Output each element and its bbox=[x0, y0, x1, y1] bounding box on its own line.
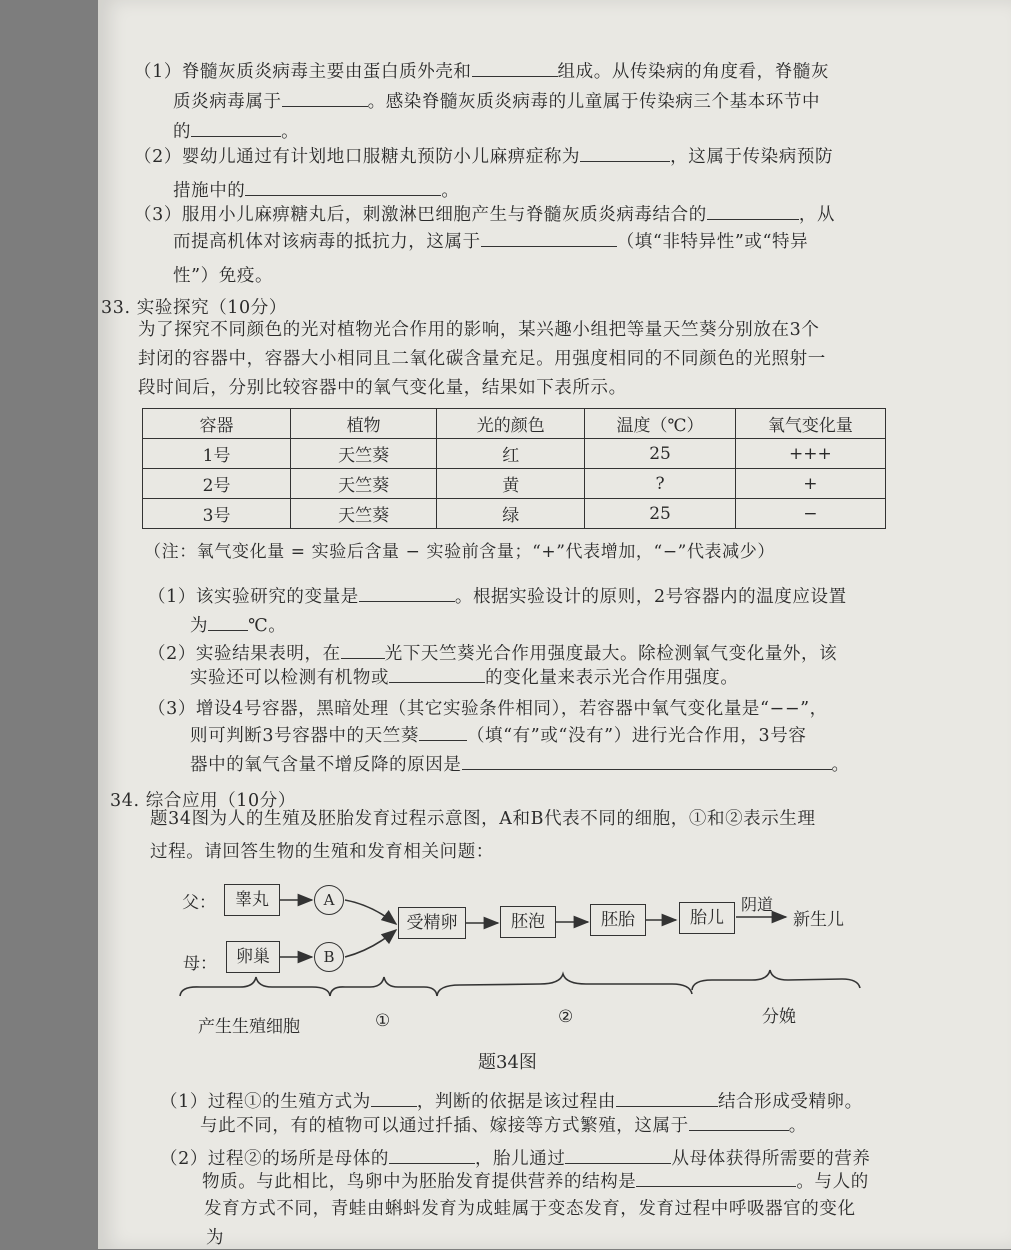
q33-part1-line2: 为 ℃。 bbox=[190, 612, 286, 638]
table-cell: 天竺葵 bbox=[291, 469, 437, 499]
q32-part3-line2: 而提高机体对该病毒的抵抗力，这属于 （填“非特异性”或“特异 bbox=[173, 228, 808, 254]
q34-intro-line1: 题34图为人的生殖及胚胎发育过程示意图，A和B代表不同的细胞，①和②表示生理 bbox=[150, 809, 816, 829]
q33-intro-line3: 段时间后，分别比较容器中的氧气变化量，结果如下表所示。 bbox=[138, 378, 627, 398]
answer-blank[interactable] bbox=[689, 1112, 789, 1131]
arrow-b-to-zygote bbox=[345, 930, 396, 957]
q33-table-note: （注：氧气变化量 = 实验后含量 − 实验前含量；“+”代表增加，“−”代表减少） bbox=[144, 542, 775, 562]
q32-part1-line3: 的 。 bbox=[173, 118, 299, 144]
table-cell: +++ bbox=[735, 439, 885, 469]
mother-label: 母： bbox=[183, 954, 217, 974]
stage1-label: 产生生殖细胞 bbox=[198, 1017, 300, 1037]
q32-part1-line1: （1）脊髓灰质炎病毒主要由蛋白质外壳和 组成。从传染病的角度看，脊髓灰 bbox=[134, 58, 829, 84]
table-cell: ? bbox=[585, 469, 735, 499]
q34-part1-line2: 与此不同，有的植物可以通过扦插、嫁接等方式繁殖，这属于 。 bbox=[200, 1112, 807, 1138]
q34-part2-line4: 为 bbox=[206, 1228, 225, 1248]
q34-part1-line1: （1）过程①的生殖方式为 ，判断的依据是该过程由 结合形成受精卵。 bbox=[160, 1088, 863, 1114]
cell-b-circle: B bbox=[314, 942, 344, 972]
table-cell: 25 bbox=[585, 439, 735, 469]
q32-part2-line2: 措施中的 。 bbox=[173, 177, 460, 203]
q34-part2-line3: 发育方式不同，青蛙由蝌蚪发育为成蛙属于变态发育，发育过程中呼吸器官的变化 bbox=[204, 1199, 856, 1219]
blastocyst-box: 胚泡 bbox=[500, 906, 556, 938]
q33-intro-line1: 为了探究不同颜色的光对植物光合作用的影响，某兴趣小组把等量天竺葵分别放在3个 bbox=[138, 320, 820, 340]
embryo-box: 胚胎 bbox=[590, 904, 646, 936]
cell-a-circle: A bbox=[314, 885, 344, 915]
q34-part2-line1: （2）过程②的场所是母体的 ，胎儿通过 从母体获得所需要的营养 bbox=[160, 1145, 871, 1171]
q32-part3-line1: （3）服用小儿麻痹糖丸后，刺激淋巴细胞产生与脊髓灰质炎病毒结合的 ，从 bbox=[134, 201, 835, 227]
table-cell: − bbox=[735, 499, 885, 529]
table-header-cell: 容器 bbox=[143, 409, 291, 439]
q33-part2-line2: 实验还可以检测有机物或 的变化量来表示光合作用强度。 bbox=[190, 664, 739, 690]
stage4-label: 分娩 bbox=[762, 1007, 796, 1027]
answer-blank[interactable] bbox=[389, 1145, 475, 1164]
figure-caption: 题34图 bbox=[478, 1052, 537, 1073]
q33-part3-line2: 则可判断3号容器中的天竺葵 （填“有”或“没有”）进行光合作用，3号容 bbox=[190, 722, 806, 748]
q33-part3-line1: （3）增设4号容器，黑暗处理（其它实验条件相同），若容器中氧气变化量是“−−”， bbox=[148, 699, 828, 719]
table-cell: 天竺葵 bbox=[291, 499, 437, 529]
answer-blank[interactable] bbox=[371, 1088, 417, 1107]
q33-part2-line1: （2）实验结果表明，在 光下天竺葵光合作用强度最大。除检测氧气变化量外，该 bbox=[148, 640, 837, 666]
zygote-box: 受精卵 bbox=[398, 907, 466, 939]
table-cell: 红 bbox=[437, 439, 585, 469]
q33-heading: 33. 实验探究（10分） bbox=[101, 298, 287, 318]
table-cell: 3号 bbox=[143, 499, 291, 529]
q33-part3-line3: 器中的氧气含量不增反降的原因是 。 bbox=[190, 751, 850, 777]
q34-heading: 34. 综合应用（10分） bbox=[110, 791, 296, 811]
brace-stage1 bbox=[180, 977, 330, 996]
testis-box: 睾丸 bbox=[224, 884, 280, 916]
answer-blank[interactable] bbox=[565, 1145, 671, 1164]
table-cell: 黄 bbox=[437, 469, 585, 499]
table-header-cell: 光的颜色 bbox=[437, 409, 585, 439]
vagina-label: 阴道 bbox=[741, 895, 774, 914]
stage3-label: ② bbox=[558, 1007, 574, 1027]
arrow-a-to-zygote bbox=[345, 900, 396, 924]
q33-part1-line1: （1）该实验研究的变量是 。根据实验设计的原则，2号容器内的温度应设置 bbox=[148, 583, 847, 609]
newborn-label: 新生儿 bbox=[793, 910, 844, 930]
table-cell: 天竺葵 bbox=[291, 439, 437, 469]
father-label: 父： bbox=[182, 893, 216, 913]
table-cell: 1号 bbox=[143, 439, 291, 469]
answer-blank[interactable] bbox=[636, 1168, 796, 1187]
table-cell: 绿 bbox=[437, 499, 585, 529]
table-cell: + bbox=[735, 469, 885, 499]
brace-stage4 bbox=[692, 970, 860, 990]
fetus-box: 胎儿 bbox=[679, 902, 735, 934]
table-cell: 2号 bbox=[143, 469, 291, 499]
q32-part2-line1: （2）婴幼儿通过有计划地口服糖丸预防小儿麻痹症称为 ，这属于传染病预防 bbox=[134, 143, 833, 169]
q32-part1-line2: 质炎病毒属于 。感染脊髓灰质炎病毒的儿童属于传染病三个基本环节中 bbox=[173, 88, 820, 114]
q33-intro-line2: 封闭的容器中，容器大小相同且二氧化碳含量充足。用强度相同的不同颜色的光照射一 bbox=[138, 349, 826, 369]
answer-blank[interactable] bbox=[616, 1088, 718, 1107]
table-header-cell: 植物 bbox=[291, 409, 437, 439]
table-header-cell: 氧气变化量 bbox=[735, 409, 885, 439]
q32-part3-line3: 性”）免疫。 bbox=[173, 266, 274, 286]
table-header-cell: 温度（℃） bbox=[585, 409, 735, 439]
brace-stage3 bbox=[437, 974, 692, 996]
brace-stage2 bbox=[330, 977, 437, 996]
q34-part2-line2: 物质。与此相比，鸟卵中为胚胎发育提供营养的结构是 。与人的 bbox=[202, 1168, 869, 1194]
stage2-label: ① bbox=[375, 1011, 391, 1031]
table-cell: 25 bbox=[585, 499, 735, 529]
ovary-box: 卵巢 bbox=[226, 941, 280, 973]
q34-intro-line2: 过程。请回答生物的生殖和发育相关问题： bbox=[150, 842, 494, 862]
